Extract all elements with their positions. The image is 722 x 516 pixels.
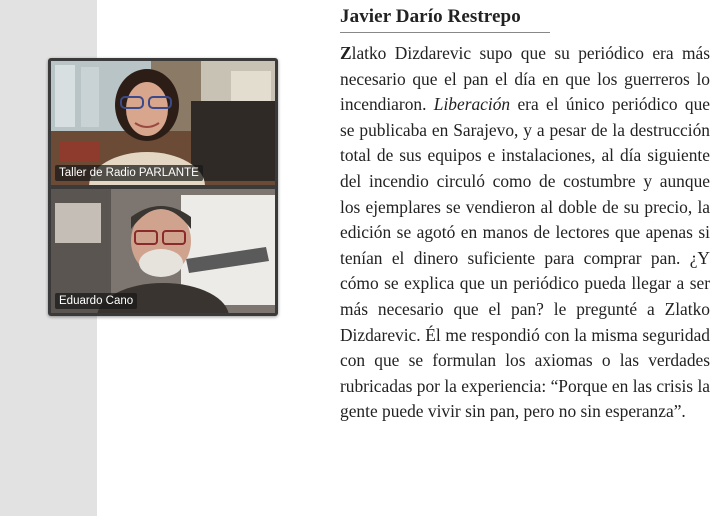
author-underline bbox=[340, 32, 550, 33]
participant-tile-taller[interactable] bbox=[51, 61, 275, 185]
article-dropcap: Z bbox=[340, 43, 352, 63]
participant-tile-eduardo[interactable] bbox=[51, 189, 275, 313]
participant-name-2: Eduardo Cano bbox=[55, 293, 137, 309]
article bbox=[340, 0, 710, 425]
article-author: Javier Darío Restrepo bbox=[340, 6, 521, 27]
article-body bbox=[340, 41, 710, 425]
newspaper-name: Liberación bbox=[433, 94, 511, 115]
participant-name-1: Taller de Radio PARLANTE bbox=[55, 165, 203, 181]
video-call-panel bbox=[48, 58, 278, 316]
article-text-2: era el único periódico que se publicaba en Sarajevo, y a pesar de la destrucción total de sus equipos e instalaciones, al día siguiente del incendio circuló como de costumbre y aunque los ejemplares se vendieron al doble de su precio, la edición se agotó en manos de lectores que apenas si tenían el dinero suficiente para comprar pan. ¿Y cómo se explica que un periódico pueda llegar a ser más necesario que el pan? le pregunté a Zlatko Dizdarevic. Él me respondió con la misma seguridad con que se formulan los axiomas o las verdades rubricadas por la experiencia: “Porque en las crisis la gente puede vivir sin pan, pero no sin esperanza”. bbox=[340, 94, 710, 422]
article-text-1: latko Dizdarevic supo que su periódico era más necesario que el pan el día en que los guerreros lo incendiaron. bbox=[340, 43, 710, 115]
